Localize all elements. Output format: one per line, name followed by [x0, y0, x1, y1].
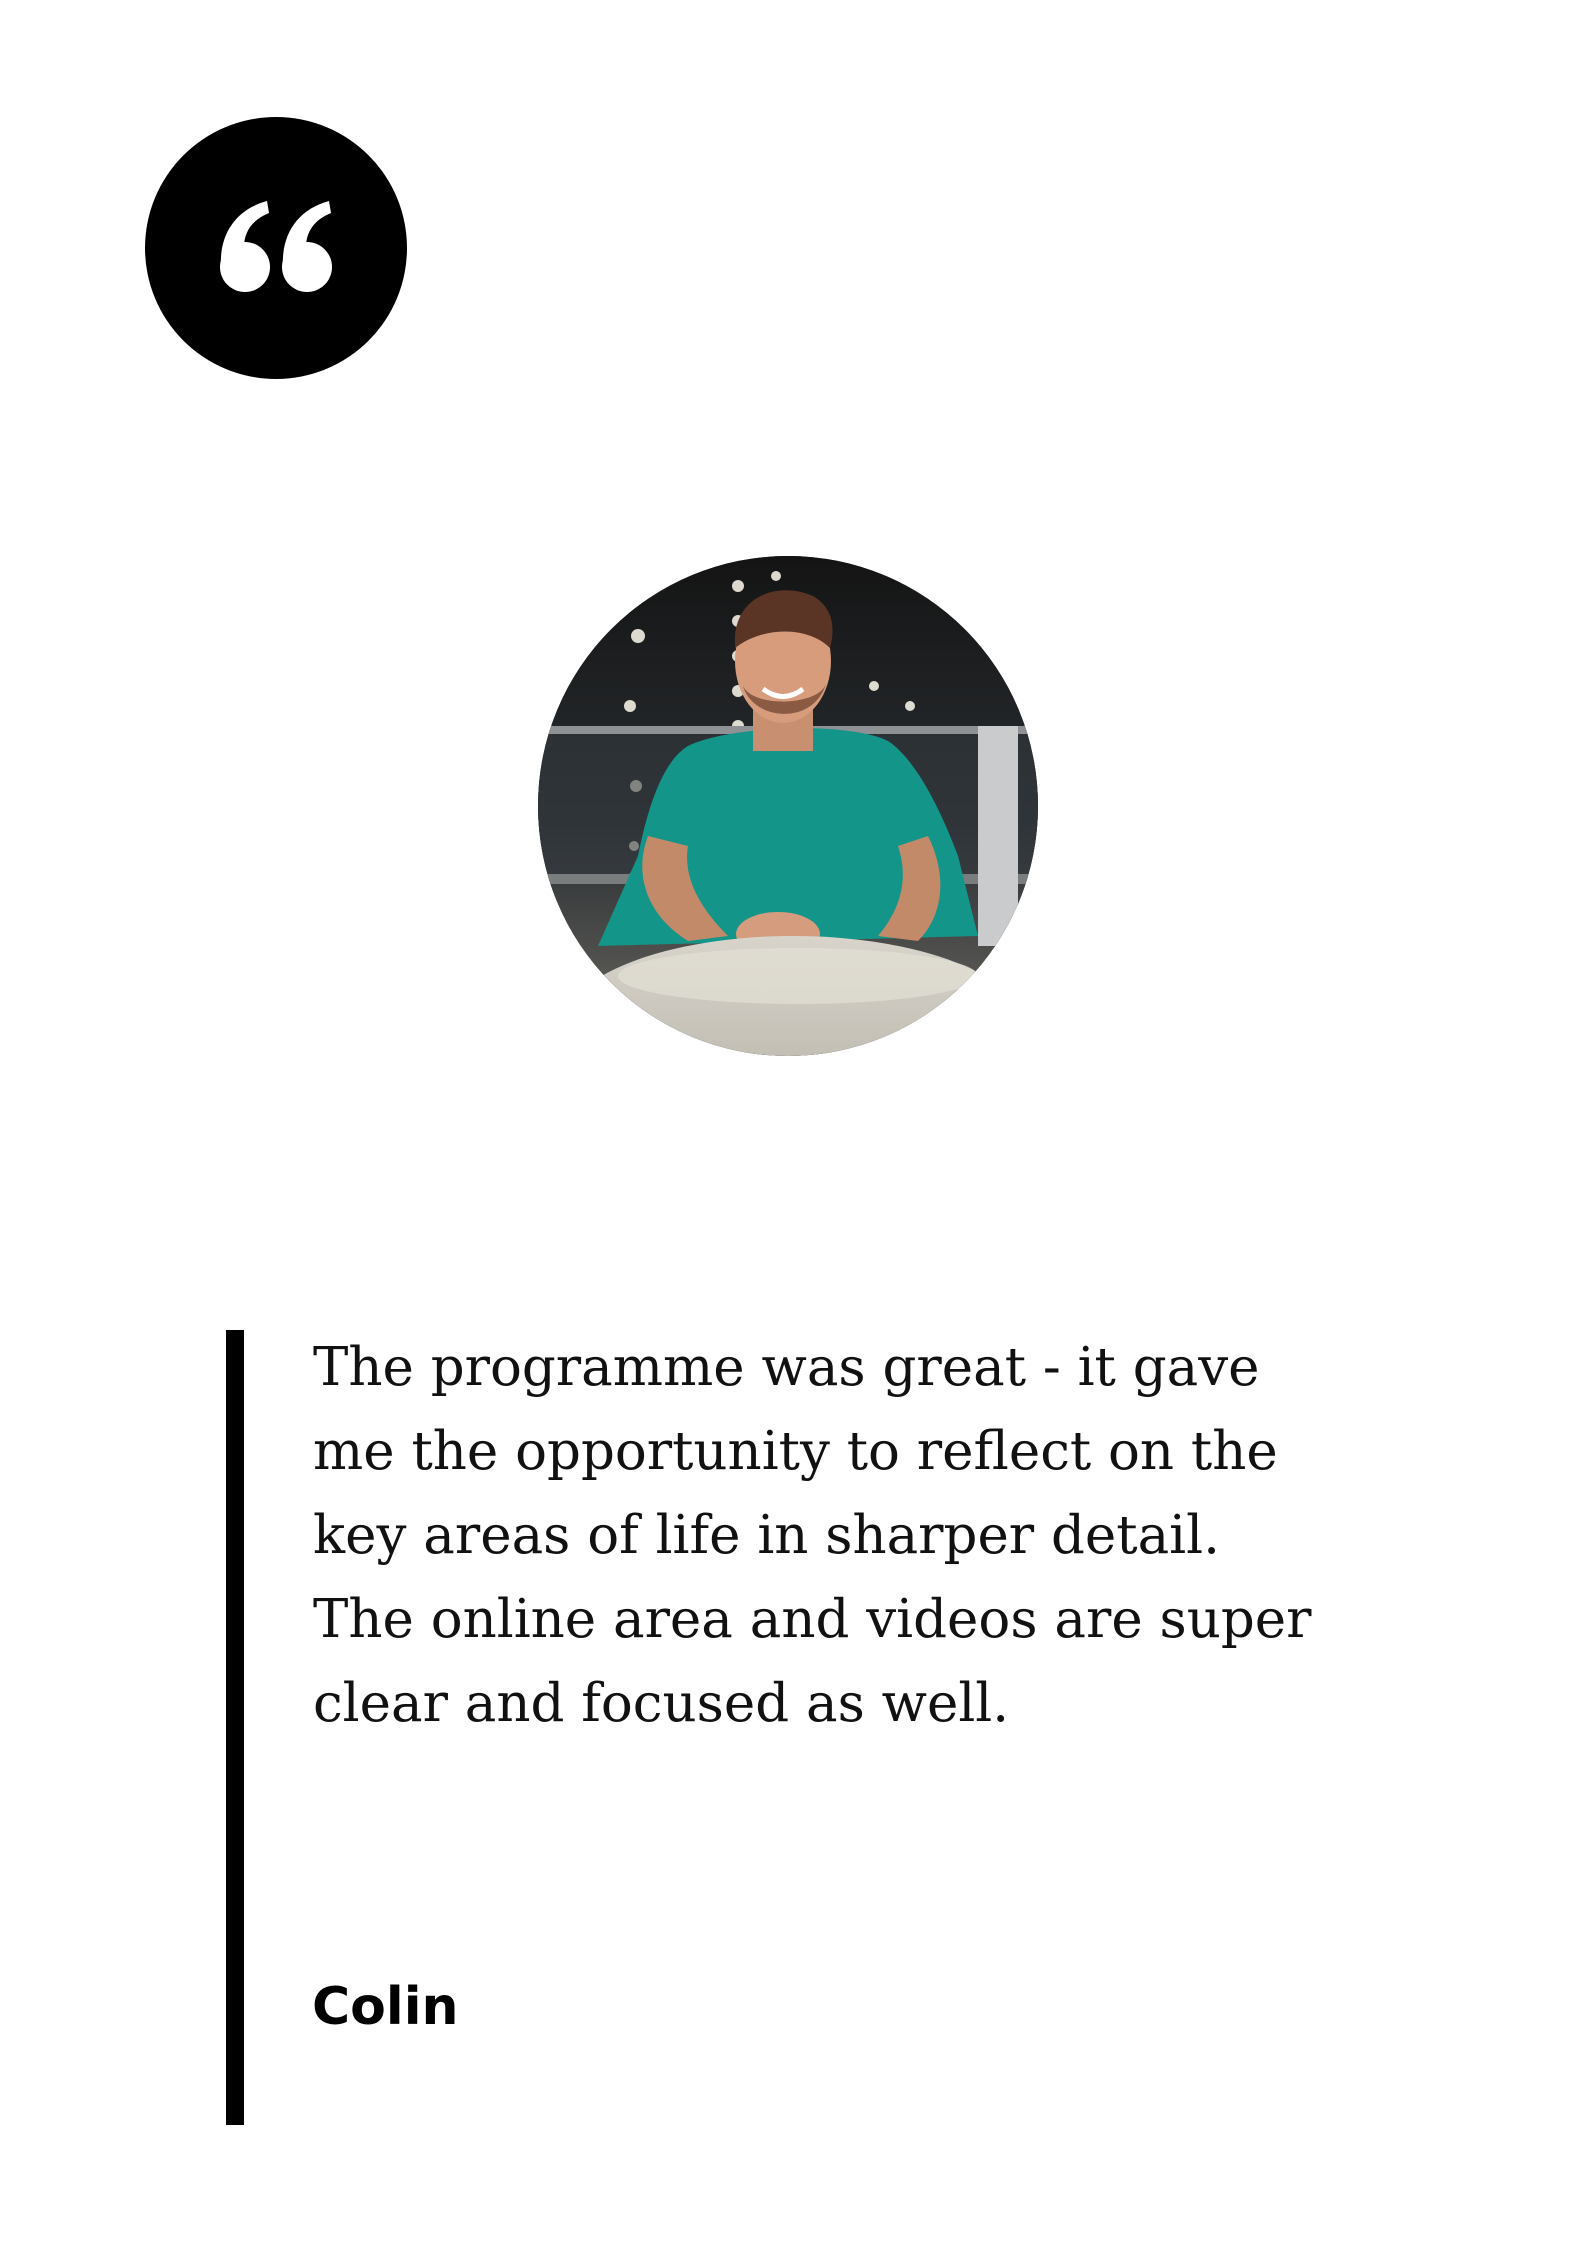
quotation-marks-icon [145, 117, 407, 379]
testimonial-author: Colin [312, 1977, 459, 2037]
quote-bar [226, 1330, 244, 2125]
avatar [538, 556, 1038, 1056]
person-photo [538, 556, 1038, 1056]
quote-badge [145, 117, 407, 379]
testimonial-text: The programme was great - it gave me the opportunity to reflect on the key areas of life in sharper detail. The online area and videos are super clear and focused as well. [313, 1337, 1312, 1734]
